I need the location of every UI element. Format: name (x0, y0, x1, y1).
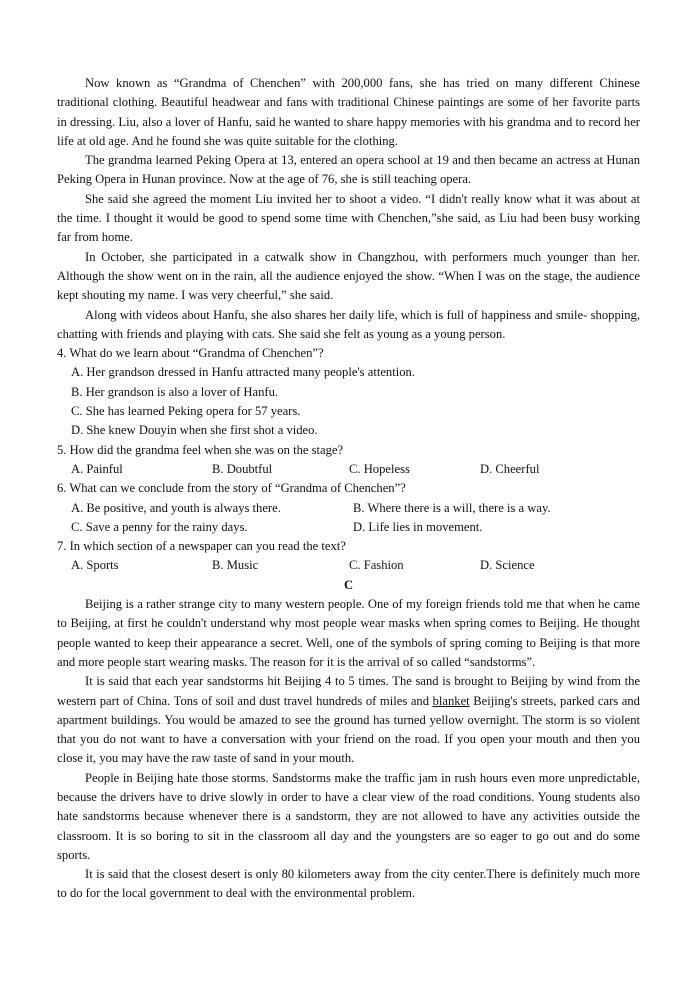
passage-c-paragraph: Beijing is a rather strange city to many western people. One of my foreign friends told me that when he came to Beijing, at first he couldn't understand why most people wear masks when spring comes to Beijing. He thought people wanted to keep their appearance a secret. Well, one of the symbols of spring coming to Beijing is that more and more people start wearing masks. The reason for it is the arrival of so called “sandstorms”. (57, 597, 640, 669)
passage-b-paragraph: In October, she participated in a catwalk show in Changzhou, with performers much younger than her. Although the show went on in the rain, all the audience enjoyed the show. “When I was on the stage, the audience kept shouting my name. I was very cheerful,” she said. (57, 249, 640, 303)
question-5-stem: 5. How did the grandma feel when she was on the stage? (57, 442, 344, 457)
passage-b-paragraph: She said she agreed the moment Liu invited her to shoot a video. “I didn't really know what it was about at the time. I thought it would be good to spend some time with Chenchen,”she said, as Liu had been busy working far from home. (57, 191, 640, 245)
underlined-word: blanket (432, 693, 470, 708)
question-7-options (71, 556, 640, 575)
question-6-options-row-2 (71, 518, 640, 537)
question-6-option-b: B. Where there is a will, there is a way. (353, 500, 551, 515)
question-5-option-d: D. Cheerful (480, 461, 540, 476)
question-6-options-row-1 (71, 499, 640, 518)
question-7-option-b: B. Music (212, 558, 259, 573)
question-6-stem: 6. What can we conclude from the story of “Grandma of Chenchen”? (57, 481, 406, 496)
passage-c-paragraph: People in Beijing hate those storms. Sandstorms make the traffic jam in rush hours even more unpredictable, because the drivers have to drive slowly in order to have a clear view of the road conditions. Young students also hate sandstorms because whenever there is a sandstorm, they are not allowed to have any activities outside the classroom. It is so boring to sit in the classroom all day and the youngsters are so eager to go out and do some sports. (57, 770, 640, 862)
passage-b-paragraph: The grandma learned Peking Opera at 13, entered an opera school at 19 and then became an actress at Hunan Peking Opera in Hunan province. Now at the age of 76, she is still teaching opera. (57, 153, 640, 187)
document-page (57, 74, 640, 904)
question-7-option-c: C. Fashion (349, 558, 404, 573)
question-6-option-c: C. Save a penny for the rainy days. (71, 519, 248, 534)
passage-c-paragraph (57, 672, 640, 768)
question-5-options (71, 460, 640, 479)
question-5-option-c: C. Hopeless (349, 461, 410, 476)
section-c-heading: C (343, 577, 354, 592)
question-7-option-a: A. Sports (71, 558, 119, 573)
question-4-option-d: D. She knew Douyin when she first shot a video. (71, 423, 318, 438)
question-4-option-a: A. Her grandson dressed in Hanfu attracted many people's attention. (71, 365, 415, 380)
question-4-option-b: B. Her grandson is also a lover of Hanfu. (71, 384, 279, 399)
question-7-stem: 7. In which section of a newspaper can you read the text? (57, 539, 346, 554)
question-4-stem: 4. What do we learn about “Grandma of Chenchen”? (57, 346, 324, 361)
question-5-option-b: B. Doubtful (212, 461, 273, 476)
question-7-option-d: D. Science (480, 558, 535, 573)
paragraph-text: It is said that each year sandstorms hit Beijing 4 to 5 times. The sand is brought to Beijing by wind from the western part of China. Tons of soil and dust travel hundreds of miles and (57, 674, 640, 708)
question-6-option-a: A. Be positive, and youth is always there. (71, 500, 281, 515)
passage-b-paragraph: Along with videos about Hanfu, she also shares her daily life, which is full of happiness and smile- shopping, chatting with friends and playing with cats. She said she felt as young as a young person. (57, 307, 640, 341)
question-6-option-d: D. Life lies in movement. (353, 519, 483, 534)
question-5-option-a: A. Painful (71, 461, 123, 476)
question-4-option-c: C. She has learned Peking opera for 57 years. (71, 404, 301, 419)
passage-c-paragraph: It is said that the closest desert is only 80 kilometers away from the city center.There is definitely much more to do for the local government to deal with the environmental problem. (57, 867, 640, 901)
passage-b-paragraph: Now known as “Grandma of Chenchen” with 200,000 fans, she has tried on many different Chinese traditional clothing. Beautiful headwear and fans with traditional Chinese paintings are some of her favorite parts in dressing. Liu, also a lover of Hanfu, said he wanted to share happy memories with his grandma and to record her life at old age. And he found she was quite suitable for the clothing. (57, 76, 640, 148)
paragraph-text: Beijing's streets, parked cars and apartment buildings. You would be amazed to see the ground has turned yellow overnight. The storm is so violent that you do not want to have a conversation with your friend on the road. If you open your mouth and then you close it, you may have the raw taste of sand in your mouth. (57, 693, 640, 766)
